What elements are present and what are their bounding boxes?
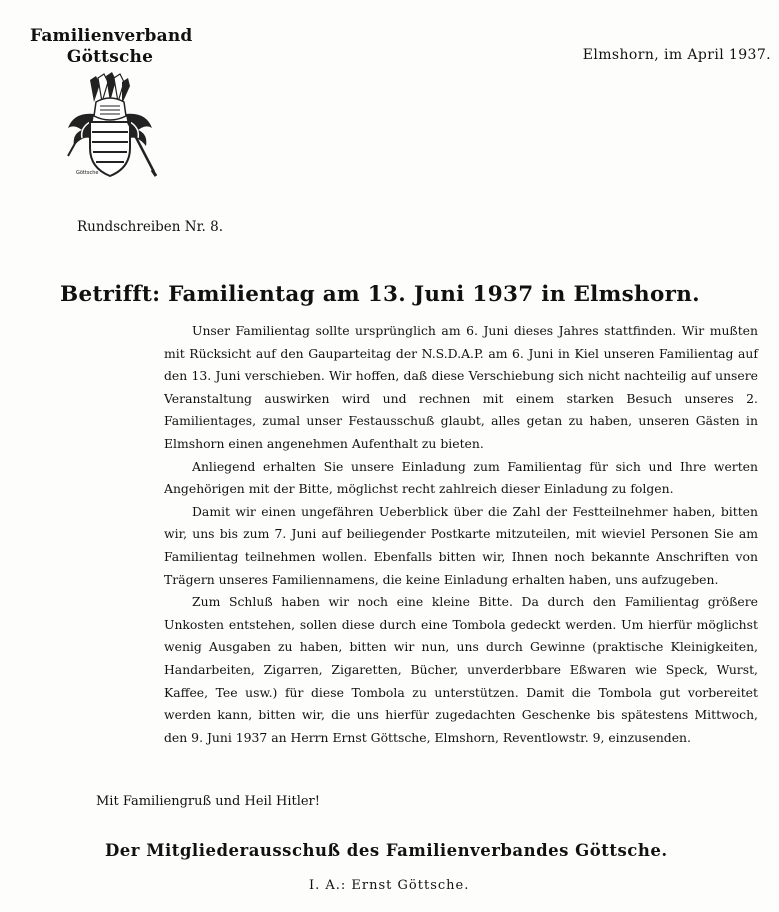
paragraph-postponement: Unser Familientag sollte ursprünglich am 6. Juni dieses Jahres stattfinden. Wir mußten mit Rücksicht auf den Gauparteitag der N.S.D.A.P. am 6. Juni in Kiel unseren Familientag auf den 13. Juni verschieben. Wir hoffen, daß diese Verschiebung sich nicht nachteilig auf unsere Veranstaltung auswirken wird und rechnen mit einem starken Besuch unseres 2. Familientages, zumal unser Festausschuß glaubt, alles getan zu haben, unseren Gästen in Elmshorn einen angenehmen Aufenthalt zu bieten. [164, 323, 758, 451]
org-name-line1: Familienverband [30, 26, 193, 46]
paragraph-registration: Damit wir einen ungefähren Ueberblick über die Zahl der Festteilnehmer haben, bitten wir, uns bis zum 7. Juni auf beiliegender Postkarte mitzuteilen, mit wieviel Personen Sie am Familientag teilnehmen wollen. Ebenfalls bitten wir, Ihnen noch bekannte Anschriften von Trägern unseres Familiennamens, die keine Einladung erhalten haben, uns aufzugeben. [164, 503, 758, 587]
org-name-line2: Göttsche [66, 47, 154, 67]
paragraph-tombola: Zum Schluß haben wir noch eine kleine Bitte. Da durch den Familientag größere Unkosten entstehen, sollen diese durch eine Tombola gedeckt werden. Um hierfür möglichst wenig Ausgaben zu haben, bitten wir nun, uns durch Gewinne (praktische Kleinigkeiten, Handarbeiten, Zigarren, Zigaretten, Bücher, unverderbbare Eßwaren wie Speck, Wurst, Kaffee, Tee usw.) für diese Tombola zu unterstützen. Damit die Tombola gut vorbereitet werden kann, bitten wir, die uns hierfür zugedachten Geschenke bis spätestens Mittwoch, den 9. Juni 1937 an Herrn Ernst Göttsche, Elmshorn, Reventlowstr. 9, einzusenden. [164, 594, 758, 745]
signature-name: I. A.: Ernst Göttsche. [309, 878, 470, 893]
letter-body [164, 320, 758, 749]
crest-signature: Göttsche [76, 170, 99, 176]
letterhead-org-name [30, 26, 193, 68]
place-and-date: Elmshorn, im April 1937. [582, 47, 771, 63]
closing-salutation: Mit Familiengruß und Heil Hitler! [96, 794, 320, 809]
circular-number: Rundschreiben Nr. 8. [77, 219, 224, 235]
paragraph-invitation: Anliegend erhalten Sie unsere Einladung zum Familientag für sich und Ihre werten Angehörigen mit der Bitte, möglichst recht zahlreich dieser Einladung zu folgen. [164, 458, 758, 497]
signature-organization: Der Mitgliederausschuß des Familienverbandes Göttsche. [105, 841, 668, 860]
subject-heading: Betrifft: Familientag am 13. Juni 1937 in Elmshorn. [60, 282, 700, 307]
family-crest-icon [60, 72, 160, 182]
